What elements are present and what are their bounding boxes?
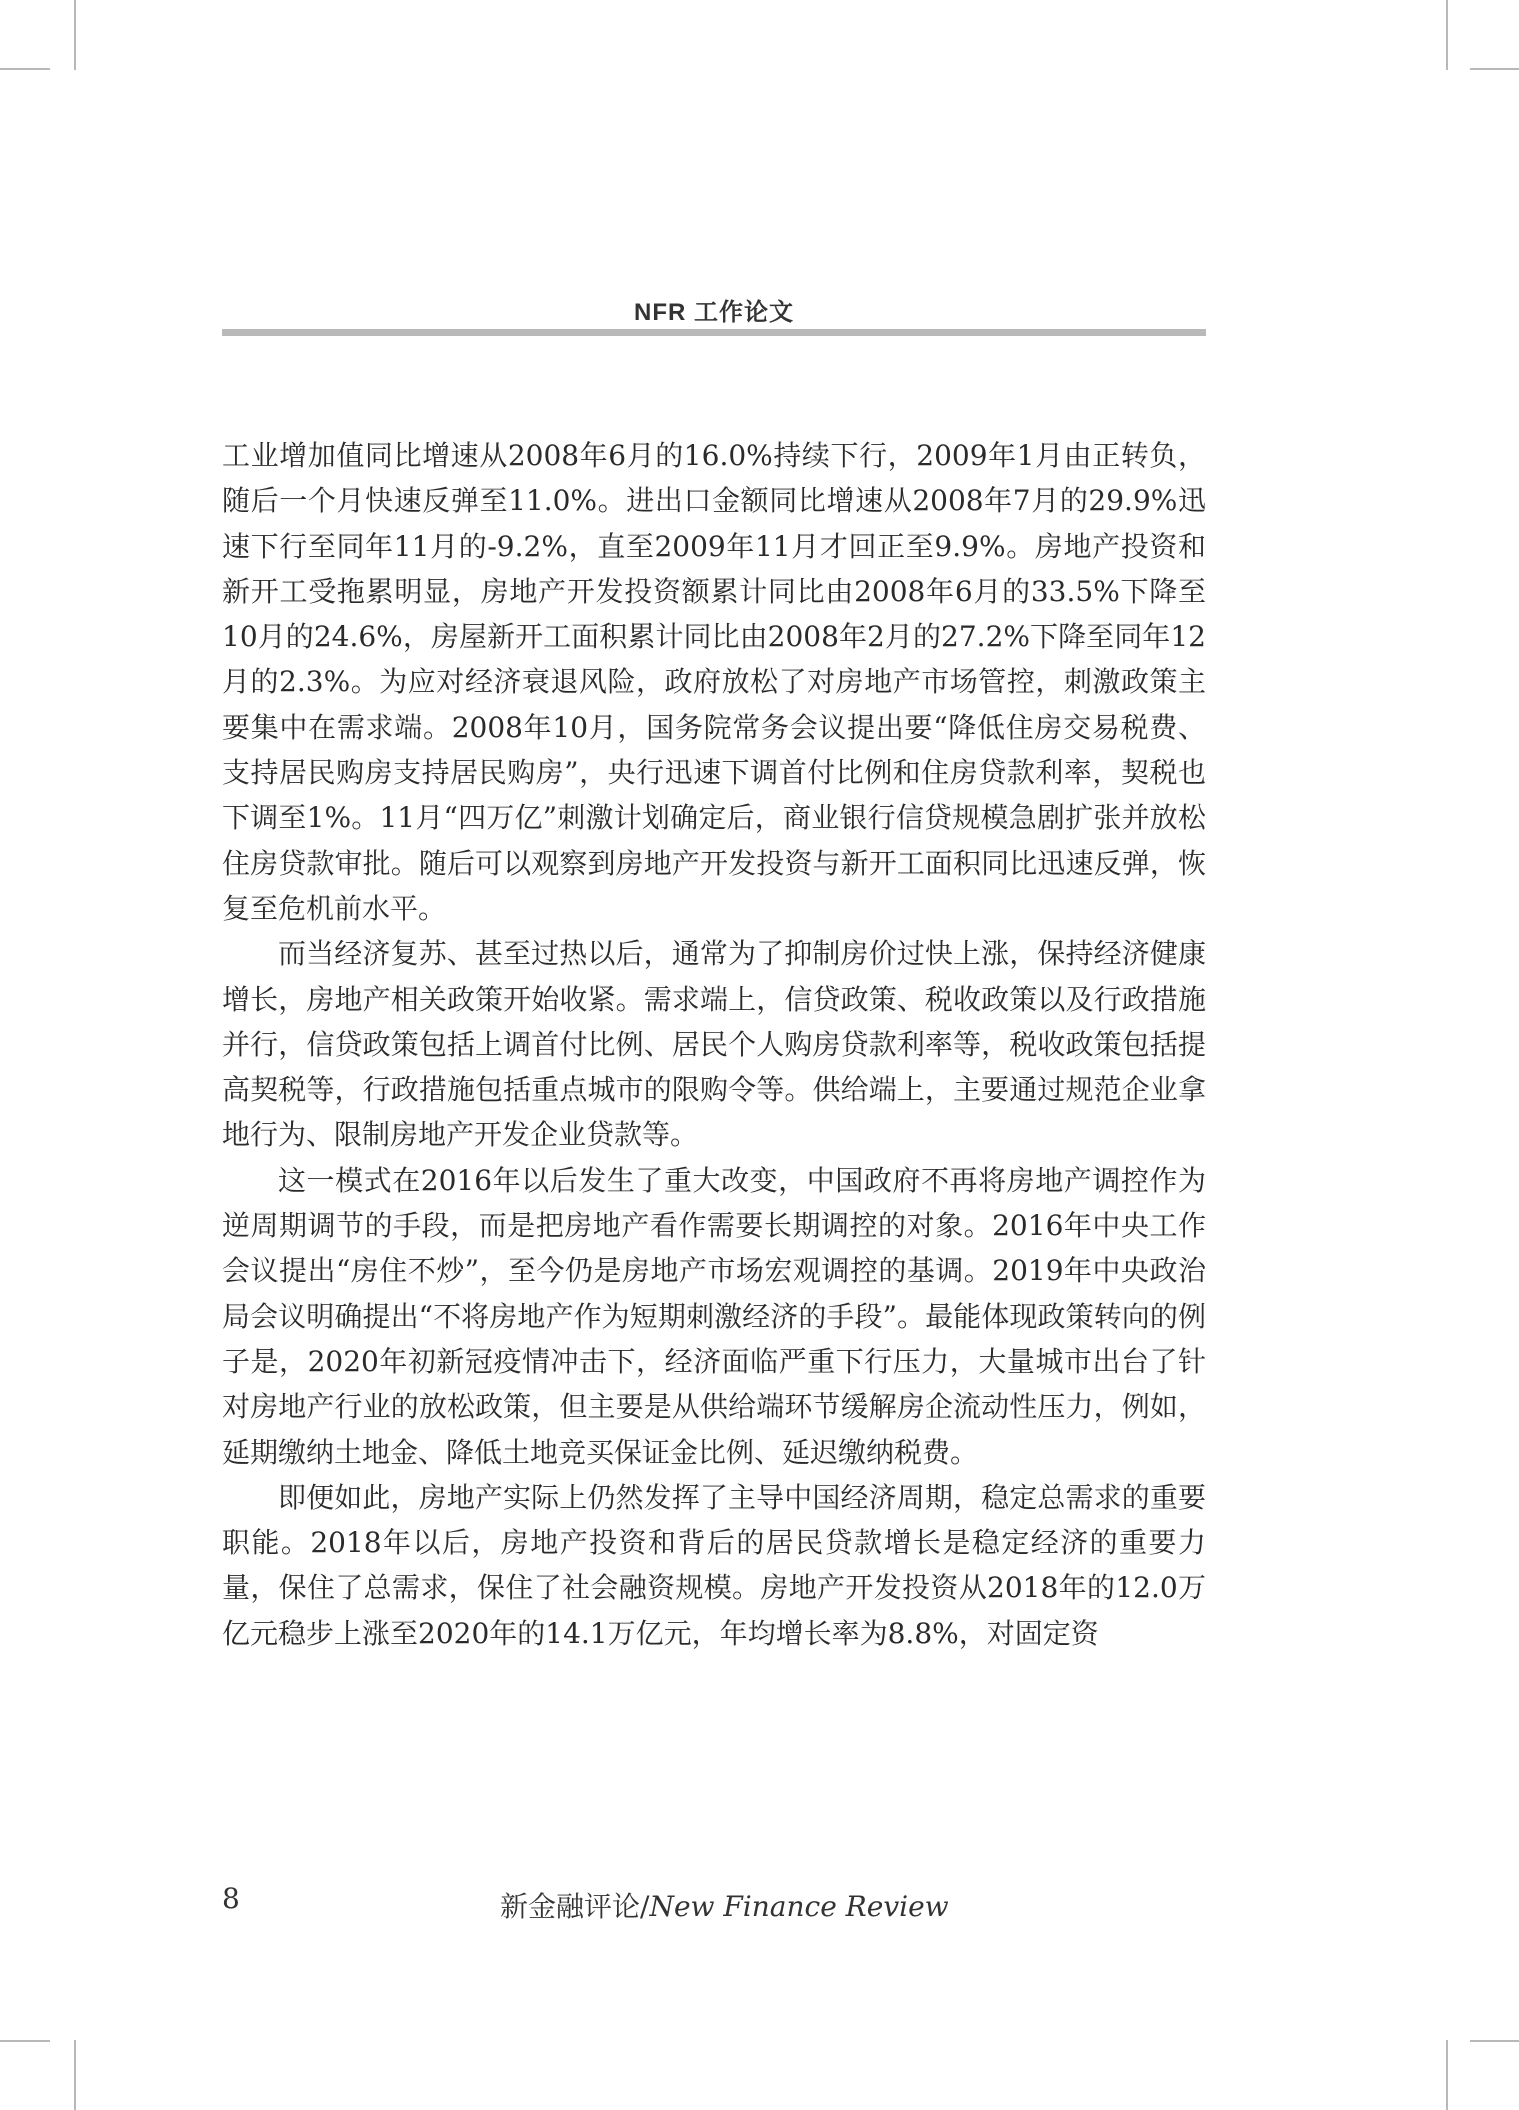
paragraph: 而当经济复苏、甚至过热以后，通常为了抑制房价过快上涨，保持经济健康增长，房地产相关政策开始收紧。需求端上，信贷政策、税收政策以及行政措施并行，信贷政策包括上调首付比例、居民个人购房贷款利率等，税收政策包括提高契税等，行政措施包括重点城市的限购令等。供给端上，主要通过规范企业拿地行为、限制房地产开发企业贷款等。 bbox=[222, 937, 1206, 1152]
paragraph: 工业增加值同比增速从2008年6月的16.0%持续下行，2009年1月由正转负，随后一个月快速反弹至11.0%。进出口金额同比增速从2008年7月的29.9%迅速下行至同年11月的-9.2%，直至2009年11月才回正至9.9%。房地产投资和新开工受拖累明显，房地产开发投资额累计同比由2008年6月的33.5%下降至10月的24.6%，房屋新开工面积累计同比由2008年2月的27.2%下降至同年12月的2.3%。为应对经济衰退风险，政府放松了对房地产市场管控，刺激政策主要集中在需求端。2008年10月，国务院常务会议提出要“降低住房交易税费、支持居民购房支持居民购房”，央行迅速下调首付比例和住房贷款利率，契税也下调至1%。11月“四万亿”刺激计划确定后，商业银行信贷规模急剧扩张并放松住房贷款审批。随后可以观察到房地产开发投资与新开工面积同比迅速反弹，恢复至危机前水平。 bbox=[222, 439, 1206, 925]
journal-title bbox=[500, 1885, 949, 1925]
paragraph: 这一模式在2016年以后发生了重大改变，中国政府不再将房地产调控作为逆周期调节的手段，而是把房地产看作需要长期调控的对象。2016年中央工作会议提出“房住不炒”，至今仍是房地产市场宏观调控的基调。2019年中央政治局会议明确提出“不将房地产作为短期刺激经济的手段”。最能体现政策转向的例子是，2020年初新冠疫情冲击下，经济面临严重下行压力，大量城市出台了针对房地产行业的放松政策，但主要是从供给端环节缓解房企流动性压力，例如，延期缴纳土地金、降低土地竞买保证金比例、延迟缴纳税费。 bbox=[222, 1163, 1206, 1469]
header-rule bbox=[222, 329, 1206, 336]
crop-mark bbox=[1470, 68, 1519, 70]
journal-title-cn: 新金融评论/ bbox=[500, 1890, 650, 1923]
journal-title-en: New Finance Review bbox=[649, 1890, 949, 1923]
crop-mark bbox=[74, 2040, 76, 2110]
crop-mark bbox=[1446, 0, 1448, 70]
paragraph: 即便如此，房地产实际上仍然发挥了主导中国经济周期，稳定总需求的重要职能。2018年以后，房地产投资和背后的居民贷款增长是稳定经济的重要力量，保住了总需求，保住了社会融资规模。房地产开发投资从2018年的12.0万亿元稳步上涨至2020年的14.1万亿元，年均增长率为8.8%，对固定资 bbox=[222, 1480, 1206, 1650]
crop-mark bbox=[74, 0, 76, 70]
page-number: 8 bbox=[222, 1882, 240, 1915]
crop-mark bbox=[1470, 2040, 1519, 2042]
crop-mark bbox=[1446, 2040, 1448, 2110]
running-header: NFR 工作论文 bbox=[634, 299, 794, 326]
crop-mark bbox=[0, 68, 50, 70]
crop-mark bbox=[0, 2040, 50, 2042]
body-text bbox=[222, 433, 1206, 1656]
